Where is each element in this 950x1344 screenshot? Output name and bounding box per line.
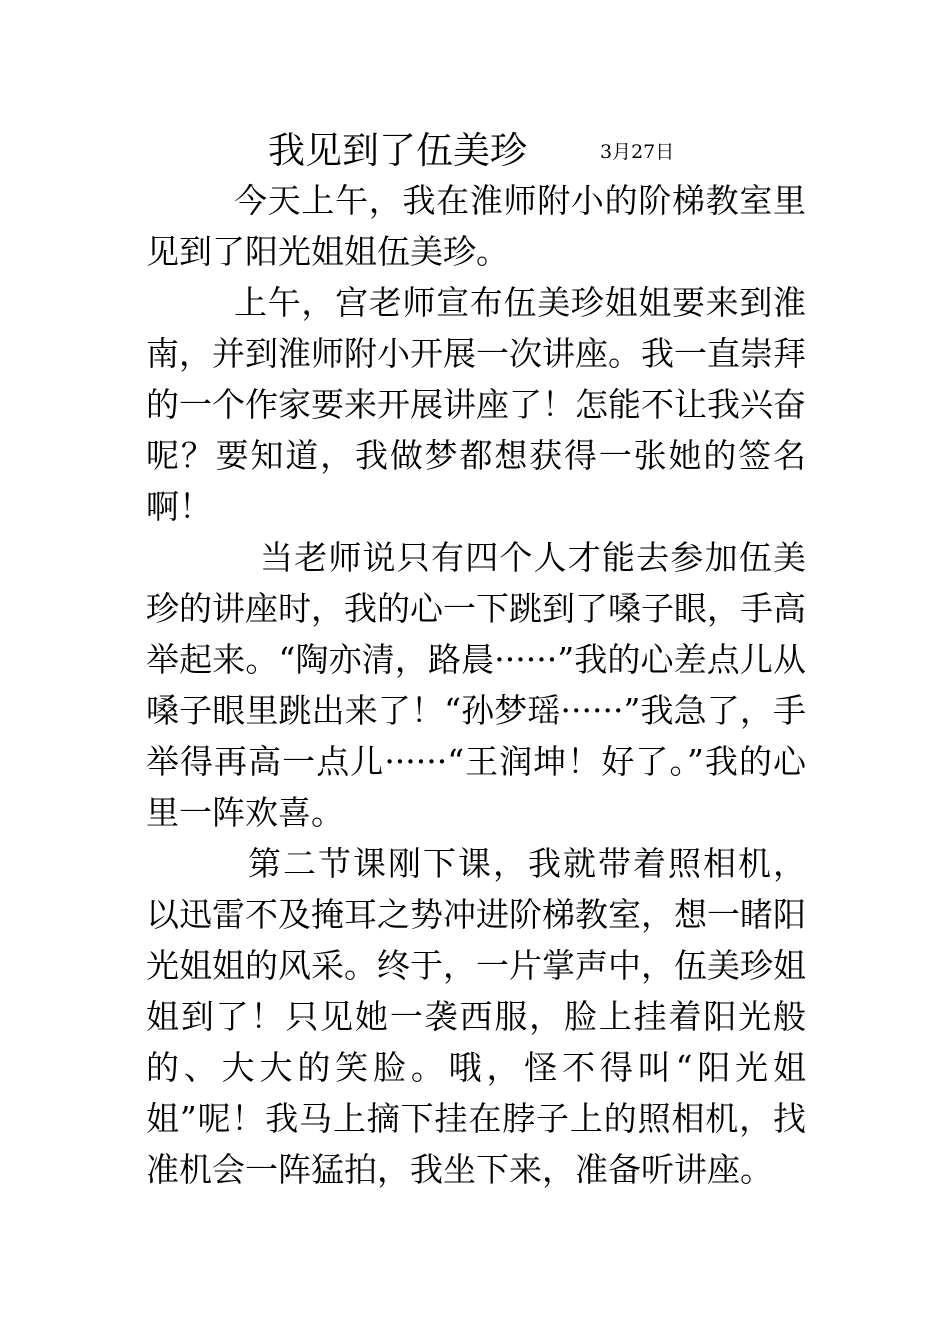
paragraph-3: 当老师说只有四个人才能去参加伍美珍的讲座时，我的心一下跳到了嗓子眼，手高举起来。“陶亦清，路晨······”我的心差点儿从嗓子眼里跳出来了！“孙梦瑶······”我急了，手举得再高一点儿······“王润坤！好了。”我的心里一阵欢喜。 (146, 538, 806, 832)
paragraph-4: 第二节课刚下课，我就带着照相机，以迅雷不及掩耳之势冲进阶梯教室，想一睹阳光姐姐的风采。终于，一片掌声中，伍美珍姐姐到了！只见她一袭西服，脸上挂着阳光般的、大大的笑脸。哦，怪不得叫“阳光姐姐”呢！我马上摘下挂在脖子上的照相机，找准机会一阵猛拍，我坐下来，准备听讲座。 (146, 844, 806, 1189)
document-date: 3月27日 (600, 141, 675, 163)
document-body (146, 175, 806, 1195)
paragraph-2: 上午，宫老师宣布伍美珍姐姐要来到淮南，并到淮师附小开展一次讲座。我一直崇拜的一个作家要来开展讲座了！怎能不让我兴奋呢？要知道，我做梦都想获得一张她的签名啊！ (146, 283, 806, 526)
paragraph-1: 今天上午，我在淮师附小的阶梯教室里见到了阳光姐姐伍美珍。 (146, 181, 806, 271)
document-title: 我见到了伍美珍 (268, 129, 527, 172)
title-row (0, 126, 950, 176)
